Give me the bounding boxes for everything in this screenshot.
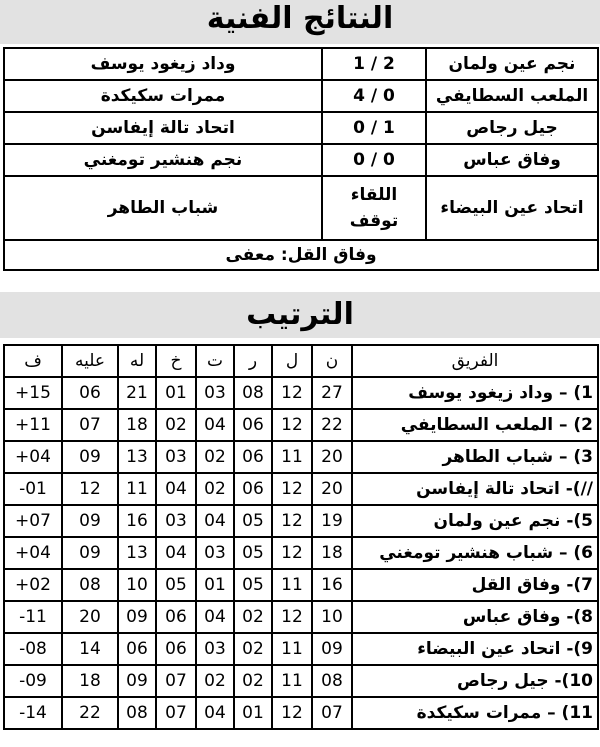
lost: 03: [156, 505, 196, 537]
header-lost: خ: [156, 345, 196, 377]
drawn: 02: [196, 441, 234, 473]
goals-for: 09: [118, 601, 156, 633]
played: 11: [272, 441, 312, 473]
team-name: 7)- وفاق القل: [352, 569, 598, 601]
team-name: 9)- اتحاد عين البيضاء: [352, 633, 598, 665]
drawn: 01: [196, 569, 234, 601]
played: 12: [272, 505, 312, 537]
drawn: 03: [196, 537, 234, 569]
home-team: وفاق عباس: [426, 144, 598, 176]
goals-against: 14: [62, 633, 118, 665]
standings-row: [4, 569, 598, 601]
match-score: 0 / 0: [322, 144, 426, 176]
played: 12: [272, 377, 312, 409]
points: 08: [312, 665, 352, 697]
header-gd: ف: [4, 345, 62, 377]
goals-for: 11: [118, 473, 156, 505]
goals-for: 10: [118, 569, 156, 601]
won: 01: [234, 697, 272, 729]
played: 12: [272, 537, 312, 569]
won: 06: [234, 441, 272, 473]
header-won: ر: [234, 345, 272, 377]
team-name: //)- اتحاد تالة إيفاسن: [352, 473, 598, 505]
standings-row: [4, 601, 598, 633]
team-name: 8)- وفاق عباس: [352, 601, 598, 633]
won: 05: [234, 569, 272, 601]
standings-row: [4, 409, 598, 441]
away-team: اتحاد تالة إيفاسن: [4, 112, 322, 144]
standings-row: [4, 697, 598, 729]
lost: 03: [156, 441, 196, 473]
away-team: نجم هنشير تومغني: [4, 144, 322, 176]
goal-difference: +11: [4, 409, 62, 441]
goal-difference: -09: [4, 665, 62, 697]
goals-against: 20: [62, 601, 118, 633]
bye-row: [4, 240, 598, 270]
results-table: [3, 47, 599, 271]
points: 10: [312, 601, 352, 633]
away-team: ممرات سكيكدة: [4, 80, 322, 112]
results-title: النتائج الفنية: [0, 0, 600, 44]
points: 09: [312, 633, 352, 665]
home-team: اتحاد عين البيضاء: [426, 176, 598, 240]
team-name: 1) – وداد زيغود يوسف: [352, 377, 598, 409]
goal-difference: +02: [4, 569, 62, 601]
goals-for: 09: [118, 665, 156, 697]
standings-row: [4, 537, 598, 569]
played: 11: [272, 665, 312, 697]
goals-for: 18: [118, 409, 156, 441]
standings-row: [4, 441, 598, 473]
won: 02: [234, 665, 272, 697]
match-status: [322, 176, 426, 240]
match-row: [4, 48, 598, 80]
won: 06: [234, 409, 272, 441]
goal-difference: -14: [4, 697, 62, 729]
goals-against: 22: [62, 697, 118, 729]
drawn: 03: [196, 633, 234, 665]
goal-difference: -01: [4, 473, 62, 505]
standings-row: [4, 505, 598, 537]
won: 05: [234, 537, 272, 569]
goal-difference: +04: [4, 537, 62, 569]
drawn: 04: [196, 601, 234, 633]
team-name: 2) – الملعب السطايفي: [352, 409, 598, 441]
won: 08: [234, 377, 272, 409]
points: 19: [312, 505, 352, 537]
header-played: ل: [272, 345, 312, 377]
won: 05: [234, 505, 272, 537]
played: 11: [272, 569, 312, 601]
played: 12: [272, 697, 312, 729]
played: 12: [272, 601, 312, 633]
goals-against: 08: [62, 569, 118, 601]
goal-difference: -08: [4, 633, 62, 665]
team-name: 11) – ممرات سكيكدة: [352, 697, 598, 729]
points: 27: [312, 377, 352, 409]
goals-for: 21: [118, 377, 156, 409]
lost: 07: [156, 665, 196, 697]
standings-row: [4, 633, 598, 665]
match-row: [4, 112, 598, 144]
drawn: 02: [196, 473, 234, 505]
header-drawn: ت: [196, 345, 234, 377]
won: 06: [234, 473, 272, 505]
goal-difference: +04: [4, 441, 62, 473]
lost: 04: [156, 537, 196, 569]
played: 12: [272, 409, 312, 441]
points: 07: [312, 697, 352, 729]
lost: 06: [156, 601, 196, 633]
goals-against: 06: [62, 377, 118, 409]
lost: 06: [156, 633, 196, 665]
goals-against: 09: [62, 441, 118, 473]
drawn: 04: [196, 697, 234, 729]
goal-difference: -11: [4, 601, 62, 633]
points: 18: [312, 537, 352, 569]
home-team: الملعب السطايفي: [426, 80, 598, 112]
goals-against: 12: [62, 473, 118, 505]
lost: 05: [156, 569, 196, 601]
drawn: 04: [196, 409, 234, 441]
points: 20: [312, 473, 352, 505]
goals-for: 13: [118, 441, 156, 473]
standings-title: الترتيب: [0, 292, 600, 338]
goals-for: 13: [118, 537, 156, 569]
goals-for: 08: [118, 697, 156, 729]
played: 11: [272, 633, 312, 665]
standings-table: [3, 344, 599, 730]
match-score: 0 / 4: [322, 80, 426, 112]
match-score: 2 / 1: [322, 48, 426, 80]
goal-difference: +07: [4, 505, 62, 537]
lost: 02: [156, 409, 196, 441]
standings-row: [4, 665, 598, 697]
lost: 01: [156, 377, 196, 409]
points: 22: [312, 409, 352, 441]
won: 02: [234, 601, 272, 633]
away-team: وداد زيغود يوسف: [4, 48, 322, 80]
goal-difference: +15: [4, 377, 62, 409]
header-team: الفريق: [352, 345, 598, 377]
away-team: شباب الطاهر: [4, 176, 322, 240]
standings-header-row: [4, 345, 598, 377]
match-row: [4, 144, 598, 176]
standings-row: [4, 377, 598, 409]
goals-against: 09: [62, 537, 118, 569]
lost: 04: [156, 473, 196, 505]
match-status-line2: توقف: [349, 211, 399, 231]
won: 02: [234, 633, 272, 665]
drawn: 04: [196, 505, 234, 537]
goals-against: 18: [62, 665, 118, 697]
match-status-line1: اللقاء: [350, 185, 398, 205]
goals-against: 07: [62, 409, 118, 441]
home-team: جيل رجاص: [426, 112, 598, 144]
drawn: 02: [196, 665, 234, 697]
team-name: 10)- جيل رجاص: [352, 665, 598, 697]
standings-row: [4, 473, 598, 505]
goals-for: 06: [118, 633, 156, 665]
team-name: 6) – شباب هنشير تومغني: [352, 537, 598, 569]
points: 20: [312, 441, 352, 473]
header-gf: له: [118, 345, 156, 377]
header-points: ن: [312, 345, 352, 377]
match-row: [4, 176, 598, 240]
home-team: نجم عين ولمان: [426, 48, 598, 80]
match-score: 1 / 0: [322, 112, 426, 144]
match-row: [4, 80, 598, 112]
lost: 07: [156, 697, 196, 729]
team-name: 5)- نجم عين ولمان: [352, 505, 598, 537]
points: 16: [312, 569, 352, 601]
played: 12: [272, 473, 312, 505]
goals-against: 09: [62, 505, 118, 537]
header-ga: عليه: [62, 345, 118, 377]
drawn: 03: [196, 377, 234, 409]
bye-note: وفاق القل: معفى: [4, 240, 598, 270]
goals-for: 16: [118, 505, 156, 537]
team-name: 3) – شباب الطاهر: [352, 441, 598, 473]
